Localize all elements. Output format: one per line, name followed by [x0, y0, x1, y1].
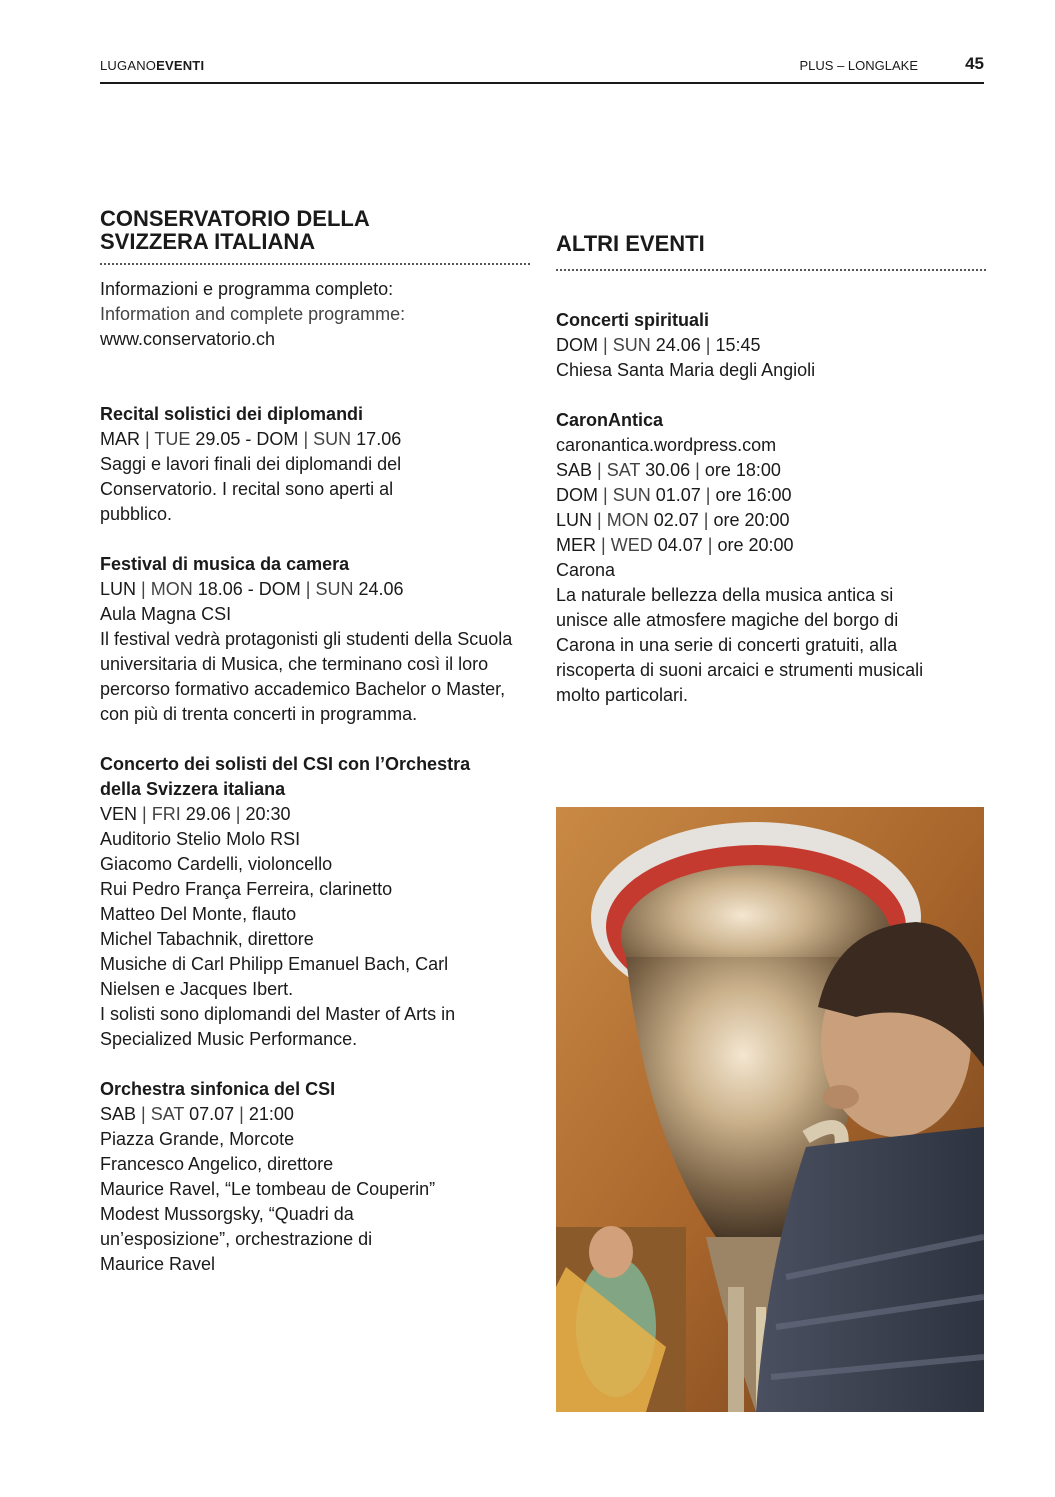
event-line: unisce alle atmosfere magiche del borgo di: [556, 610, 899, 630]
event-title: Concerto dei solisti del CSI con l’Orchestra: [100, 754, 471, 774]
conservatorio-link[interactable]: www.conservatorio.ch: [100, 329, 276, 349]
event-line: La naturale bellezza della musica antica si: [556, 585, 894, 605]
event-description: Saggi e lavori finali dei diplomandi del Conservatorio. I recital sono aperti al pubblico.: [100, 454, 402, 524]
event-line: Maurice Ravel, “Le tombeau de Couperin”: [100, 1179, 436, 1199]
section-heading: CONSERVATORIO DELLA SVIZZERA ITALIANA: [100, 206, 370, 254]
event-title: della Svizzera italiana: [100, 779, 286, 799]
event-line: Carona in una serie di concerti gratuiti, alla: [556, 635, 898, 655]
event-title: Concerti spirituali: [556, 310, 710, 330]
caronantica-link[interactable]: caronantica.wordpress.com: [556, 435, 777, 455]
event-date: MAR | TUE 29.05 - DOM | SUN 17.06: [100, 429, 402, 449]
event-date: MER | WED 04.07 | ore 20:00: [556, 535, 794, 555]
section-tag: PLUS – LONGLAKE: [799, 58, 918, 73]
page-number: 45: [965, 54, 984, 73]
event-line: Musiche di Carl Philipp Emanuel Bach, Carl: [100, 954, 449, 974]
event-line: Maurice Ravel: [100, 1254, 216, 1274]
event-description: Il festival vedrà protagonisti gli studenti della Scuola universitaria di Musica, che terminano così il loro percorso formativo accademico Bachelor o Master, con più di trenta concerti in programma.: [100, 629, 513, 724]
dotted-divider: [100, 263, 530, 265]
event-venue: Aula Magna CSI: [100, 604, 232, 624]
altri-eventi-column: [556, 232, 986, 708]
event-date: SAB | SAT 30.06 | ore 18:00: [556, 460, 781, 480]
event-date: LUN | MON 02.07 | ore 20:00: [556, 510, 790, 530]
tuba-player-photo: [556, 807, 984, 1412]
event-title: Festival di musica da camera: [100, 554, 350, 574]
event-line: Auditorio Stelio Molo RSI: [100, 829, 301, 849]
intro-block: Informazioni e programma completo: Information and complete programme: www.conservatorio.ch: [100, 277, 530, 352]
event-title: Orchestra sinfonica del CSI: [100, 1079, 336, 1099]
tuba-photo-illustration: [556, 807, 984, 1412]
event-line: I solisti sono diplomandi del Master of Arts in: [100, 1004, 456, 1024]
event-recital: [100, 402, 530, 527]
event-line: Piazza Grande, Morcote: [100, 1129, 295, 1149]
event-line: Michel Tabachnik, direttore: [100, 929, 314, 949]
event-venue: Carona: [556, 560, 616, 580]
event-festival: [100, 552, 530, 727]
event-caronantica: [556, 408, 986, 708]
event-line: Specialized Music Performance.: [100, 1029, 358, 1049]
event-line: riscoperta di suoni arcaici e strumenti musicali: [556, 660, 924, 680]
event-concerti-spirituali: [556, 308, 986, 383]
event-line: un’esposizione”, orchestrazione di: [100, 1229, 373, 1249]
event-line: Nielsen e Jacques Ibert.: [100, 979, 294, 999]
conservatorio-column: [100, 207, 530, 1277]
event-title: CaronAntica: [556, 410, 664, 430]
event-line: molto particolari.: [556, 685, 689, 705]
event-line: Giacomo Cardelli, violoncello: [100, 854, 333, 874]
section-heading: ALTRI EVENTI: [556, 231, 705, 256]
event-date: DOM | SUN 24.06 | 15:45: [556, 335, 761, 355]
event-date: VEN | FRI 29.06 | 20:30: [100, 804, 291, 824]
event-date: DOM | SUN 01.07 | ore 16:00: [556, 485, 792, 505]
event-venue: Chiesa Santa Maria degli Angioli: [556, 360, 816, 380]
event-line: Matteo Del Monte, flauto: [100, 904, 297, 924]
dotted-divider: [556, 269, 986, 271]
event-date: SAB | SAT 07.07 | 21:00: [100, 1104, 294, 1124]
magazine-brand: LUGANOEVENTI: [100, 58, 205, 73]
page-header: [100, 52, 984, 84]
event-date: LUN | MON 18.06 - DOM | SUN 24.06: [100, 579, 404, 599]
event-solisti: [100, 752, 530, 1052]
event-title: Recital solistici dei diplomandi: [100, 404, 364, 424]
event-line: Rui Pedro França Ferreira, clarinetto: [100, 879, 393, 899]
event-orchestra: [100, 1077, 530, 1277]
event-line: Modest Mussorgsky, “Quadri da: [100, 1204, 354, 1224]
event-line: Francesco Angelico, direttore: [100, 1154, 334, 1174]
